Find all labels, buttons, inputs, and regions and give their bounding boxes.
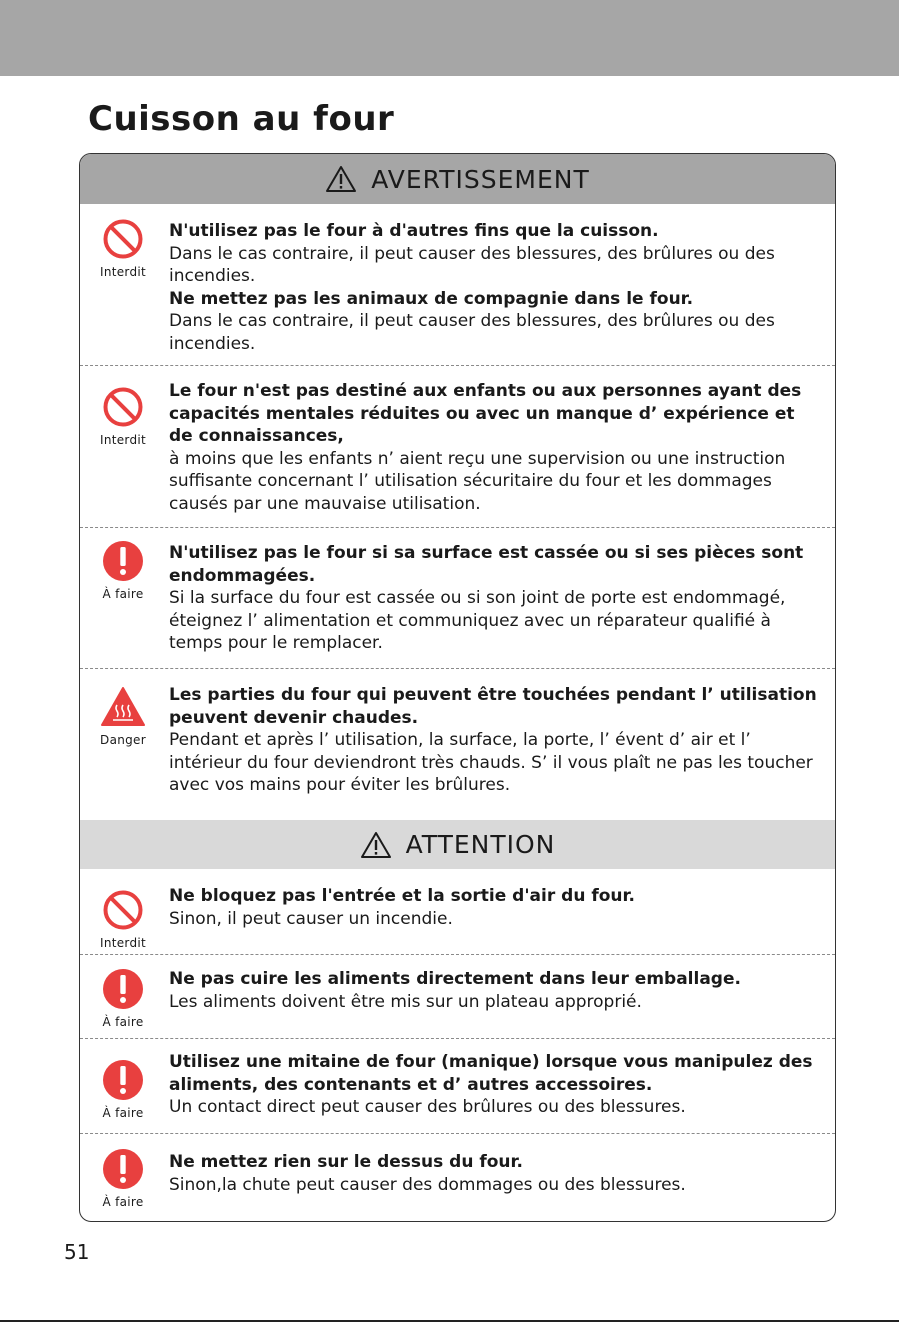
- prohibited-icon: [102, 889, 144, 931]
- prohibited-symbol: [96, 218, 150, 279]
- entry-body: Dans le cas contraire, il peut causer des blessures, des brûlures ou des incendies.: [169, 311, 775, 354]
- symbol-label: À faire: [102, 587, 144, 601]
- exclamation-icon: [102, 1148, 144, 1190]
- entry-body: Si la surface du four est cassée ou si son joint de porte est endommagé, éteignez l’ alimentation et communiquez avec un réparateur qualifié à temps pour le remplacer.: [169, 588, 786, 653]
- mandatory-symbol: [96, 540, 150, 601]
- caution-entry: [80, 1039, 835, 1134]
- prohibited-icon: [102, 386, 144, 428]
- entry-heading: Ne pas cuire les aliments directement dans leur emballage.: [169, 969, 741, 989]
- caution-entry: [80, 1134, 835, 1221]
- entry-heading: Le four n'est pas destiné aux enfants ou aux personnes ayant des capacités mentales réduites ou avec un manque d’ expérience et de connaissances,: [169, 381, 802, 446]
- warning-header: [80, 154, 835, 204]
- caution-entry: [80, 869, 835, 955]
- prohibited-symbol: [96, 889, 150, 950]
- exclamation-icon: [102, 968, 144, 1010]
- entry-heading: N'utilisez pas le four si sa surface est cassée ou si ses pièces sont endommagées.: [169, 543, 804, 586]
- entry-body: Pendant et après l’ utilisation, la surface, la porte, l’ évent d’ air et l’ intérieur du four deviendront très chauds. S’ il vous plaît ne pas les toucher avec vos mains pour éviter les brûlures.: [169, 730, 813, 795]
- page-number: 51: [64, 1240, 90, 1264]
- prohibited-symbol: [96, 386, 150, 447]
- bottom-rule: [0, 1320, 899, 1322]
- entry-heading: Ne mettez pas les animaux de compagnie dans le four.: [169, 288, 694, 309]
- symbol-label: Interdit: [99, 433, 146, 447]
- entry-body: Dans le cas contraire, il peut causer des blessures, des brûlures ou des incendies.: [169, 243, 775, 286]
- symbol-label: À faire: [102, 1195, 144, 1209]
- entry-heading: Ne bloquez pas l'entrée et la sortie d'air du four.: [169, 886, 635, 906]
- warning-triangle-icon: [360, 831, 392, 859]
- exclamation-icon: [102, 540, 144, 582]
- symbol-label: Interdit: [99, 936, 146, 950]
- caution-header: [80, 820, 835, 869]
- warning-triangle-icon: [325, 165, 357, 193]
- entry-heading: Ne mettez rien sur le dessus du four.: [169, 1152, 523, 1172]
- warning-entry: [80, 204, 835, 366]
- mandatory-symbol: [96, 1148, 150, 1209]
- symbol-label: À faire: [102, 1106, 144, 1120]
- safety-panel: [79, 153, 836, 1222]
- hot-surface-icon: [100, 686, 146, 728]
- entry-body: à moins que les enfants n’ aient reçu une supervision ou une instruction suffisante concernant l’ utilisation sécuritaire du four et les dommages causés par une mauvaise utilisation.: [169, 448, 786, 514]
- caution-header-label: ATTENTION: [405, 830, 556, 859]
- page-title: Cuisson au four: [88, 99, 395, 139]
- entry-heading: Les parties du four qui peuvent être touchées pendant l’ utilisation peuvent devenir chaudes.: [169, 685, 817, 728]
- warning-entry: [80, 669, 835, 820]
- exclamation-icon: [102, 1059, 144, 1101]
- hot-surface-symbol: [96, 686, 150, 747]
- symbol-label: Danger: [100, 733, 146, 747]
- top-header-bar: [0, 0, 899, 76]
- entry-heading: N'utilisez pas le four à d'autres fins que la cuisson.: [169, 221, 659, 241]
- entry-heading: Utilisez une mitaine de four (manique) lorsque vous manipulez des aliments, des contenants et d’ autres accessoires.: [169, 1052, 813, 1095]
- caution-entry: [80, 955, 835, 1039]
- entry-body: Les aliments doivent être mis sur un plateau approprié.: [169, 991, 642, 1012]
- symbol-label: À faire: [102, 1015, 144, 1029]
- mandatory-symbol: [96, 968, 150, 1029]
- entry-body: Un contact direct peut causer des brûlures ou des blessures.: [169, 1097, 686, 1117]
- prohibited-icon: [102, 218, 144, 260]
- entry-body: Sinon,la chute peut causer des dommages ou des blessures.: [169, 1174, 686, 1195]
- entry-body: Sinon, il peut causer un incendie.: [169, 908, 453, 929]
- symbol-label: Interdit: [99, 265, 146, 279]
- mandatory-symbol: [96, 1059, 150, 1120]
- warning-entry: [80, 366, 835, 528]
- warning-header-label: AVERTISSEMENT: [371, 164, 590, 194]
- warning-entry: [80, 528, 835, 669]
